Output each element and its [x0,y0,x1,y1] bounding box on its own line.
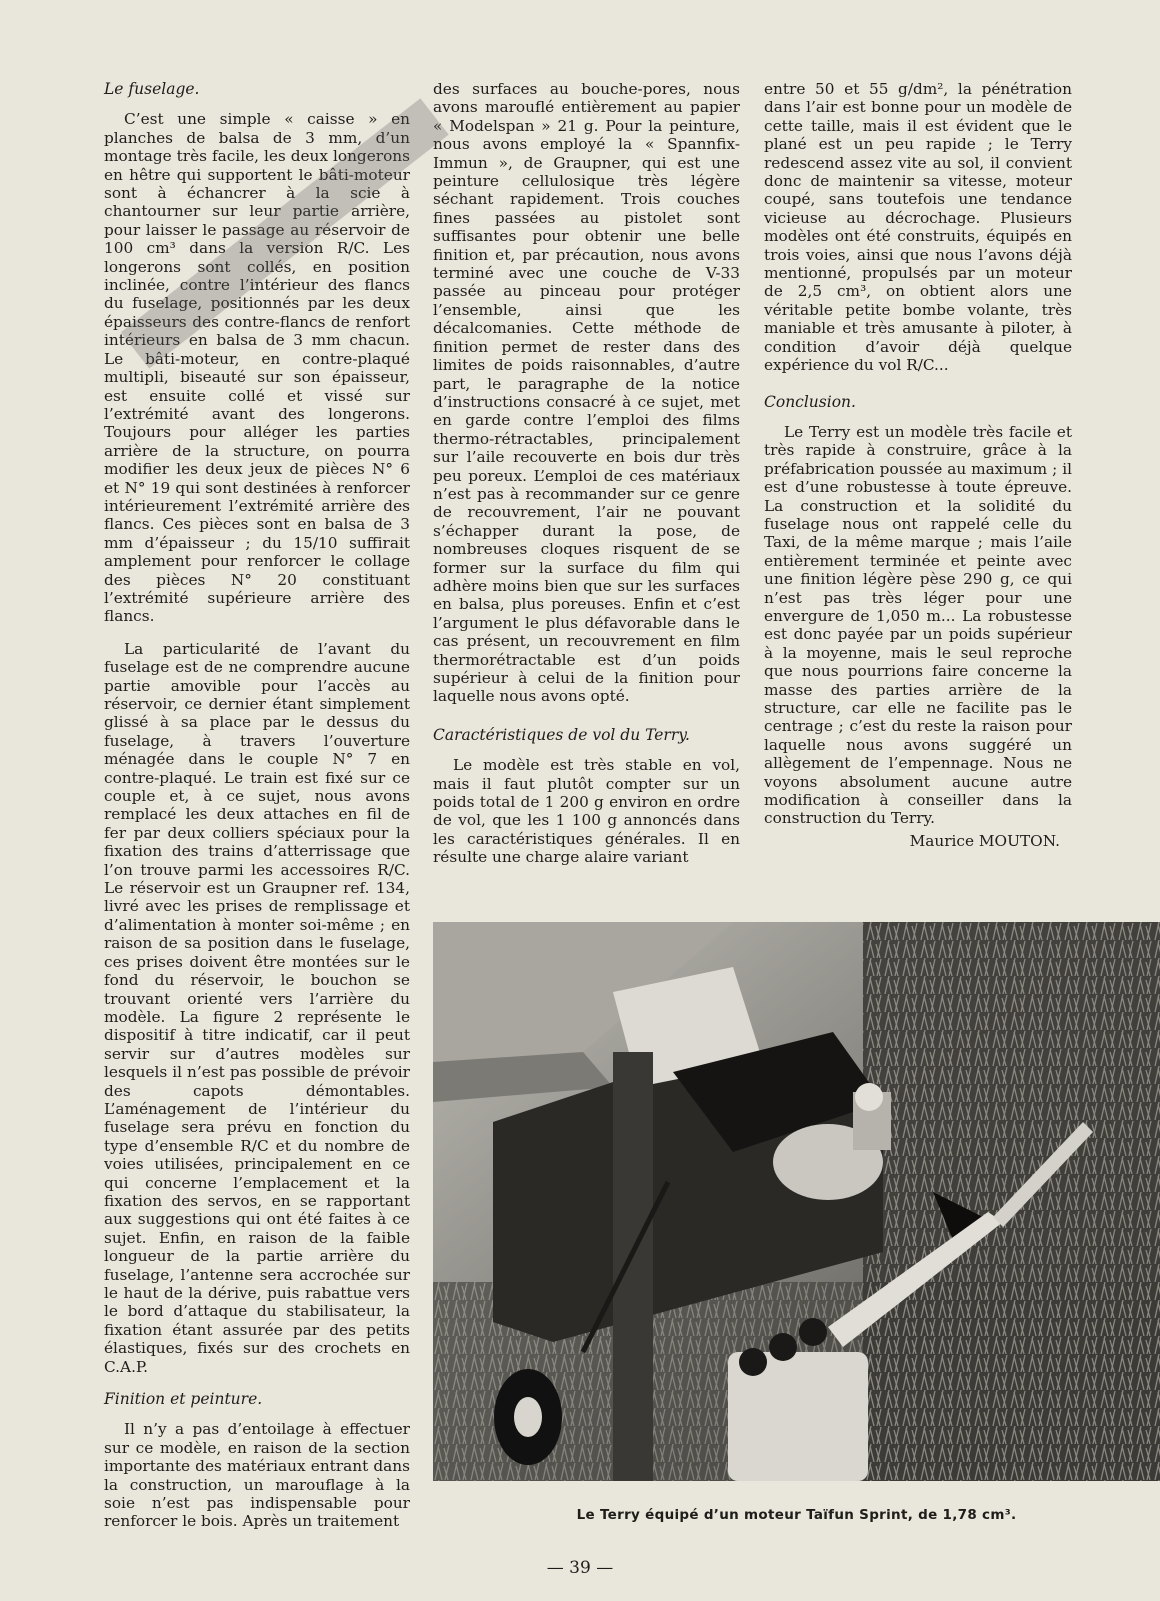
paragraph: Il n’y a pas d’entoilage à effectuer sur ce modèle, en raison de la section importante des matériaux entrant dans la construction, un marouflage à la soie n’est pas indispensable pour renforcer le bois. Après un traitement [104,1420,410,1531]
photo-caption: Le Terry équipé d’un moteur Taïfun Sprint, de 1,78 cm³. [576,1507,1017,1523]
paragraph: entre 50 et 55 g/dm², la pénétration dans l’air est bonne pour un modèle de cette taille, mais il est évident que le plané est un peu rapide ; le Terry redescend assez vite au sol, il convient donc de maintenir sa vitesse, moteur coupé, sans toutefois une tendance vicieuse au décrochage. Plusieurs modèles ont été construits, équipés en trois voies, ainsi que nous l’avons déjà mentionné, propulsés par un moteur de 2,5 cm³, on obtient alors une véritable petite bombe volante, très maniable et très amusante à piloter, à condition d’avoir déjà quelque expérience du vol R/C... [764,80,1072,375]
heading-finition: Finition et peinture. [104,1390,263,1409]
page-number: — 39 — [546,1558,614,1578]
text-column-1 [104,80,410,1531]
heading-flight-characteristics: Caractéristiques de vol du Terry. [433,725,690,744]
paragraph: des surfaces au bouche-pores, nous avons marouflé entièrement au papier « Modelspan » 21 g. Pour la peinture, nous avons employé la « Spannfix-Immun », de Graupner, qui est une peinture cellulosique très légère séchant rapidement. Trois couches fines passées au pistolet sont suffisantes pour obtenir une belle finition et, par précaution, nous avons terminé avec une couche de V-33 passée au pinceau pour protéger l’ensemble, ainsi que les décalcomanies. Cette méthode de finition permet de rester dans des limites de poids raisonnables, d’autre part, le paragraphe de la notice d’instructions consacré à ce sujet, met en garde contre l’emploi des films thermo-rétractables, principalement sur l’aile recouverte en bois dur très peu poreux. L’emploi de ces matériaux n’est pas à recommander sur ce genre de recouvrement, l’air ne pouvant s’échapper durant la pose, de nombreuses cloques risquent de se former sur la surface du film qui adhère moins bien que sur les surfaces en balsa, plus poreuses. Enfin et c’est l’argument le plus défavorable dans le cas présent, un recouvrement en film thermorétractable est d’un poids supérieur à celui de la finition pour laquelle nous avons opté. [433,80,740,706]
text-column-2 [433,80,740,867]
photo-terry-engine [433,922,1160,1481]
paragraph: Le modèle est très stable en vol, mais il faut plutôt compter sur un poids total de 1 200 g environ en ordre de vol, que les 1 100 g annoncés dans les caractéristiques générales. Il en résulte une charge alaire variant [433,756,740,867]
paragraph: La particularité de l’avant du fuselage est de ne comprendre aucune partie amovible pour l’accès au réservoir, ce dernier étant simplement glissé à sa place par le dessus du fuselage, à travers l’ouverture ménagée dans le couple N° 7 en contre-plaqué. Le train est fixé sur ce couple et, à ce sujet, nous avons remplacé les deux attaches en fil de fer par deux colliers spéciaux pour la fixation des trains d’atterrissage que l’on trouve parmi les accessoires R/C. Le réservoir est un Graupner ref. 134, livré avec les prises de remplissage et d’alimentation à monter soi-même ; en raison de sa position dans le fuselage, ces prises doivent être montées sur le fond du réservoir, le bouchon se trouvant orienté vers l’arrière du modèle. La figure 2 représente le dispositif à titre indicatif, car il peut servir sur d’autres modèles sur lesquels il n’est pas possible de prévoir des capots démontables. L’aménagement de l’intérieur du fuselage sera prévu en fonction du type d’ensemble R/C et du nombre de voies utilisées, principalement en ce qui concerne l’emplacement et la fixation des servos, en se rapportant aux suggestions qui ont été faites à ce sujet. Enfin, en raison de la faible longueur de la partie arrière du fuselage, l’antenne sera accrochée sur le haut de la dérive, puis rabattue vers le bord d’attaque du stabilisateur, la fixation étant assurée par des petits élastiques, fixés sur des crochets en C.A.P. [104,639,410,1376]
author-signature: Maurice MOUTON. [909,831,1060,850]
photo-illustration [433,922,1160,1481]
paragraph: C’est une simple « caisse » en planches de balsa de 3 mm, d’un montage très facile, les deux longerons en hêtre qui supportent le bâti-moteur sont à échancrer à la scie à chantourner sur leur partie arrière, pour laisser le passage au réservoir de 100 cm³ dans la version R/C. Les longerons sont collés, en position inclinée, contre l’intérieur des flancs du fuselage, positionnés par les deux épaisseurs des contre-flancs de renfort intérieurs en balsa de 3 mm chacun. Le bâti-moteur, en contre-plaqué multipli, biseauté sur son épaisseur, est ensuite collé et vissé sur l’extrémité avant des longerons. Toujours pour alléger les parties arrière de la structure, on pourra modifier les deux jeux de pièces N° 6 et N° 19 qui sont destinées à renforcer intérieurement l’extrémité arrière des flancs. Ces pièces sont en balsa de 3 mm d’épaisseur ; du 15/10 suffirait amplement pour renforcer le collage des pièces N° 20 constituant l’extrémité supérieure arrière des flancs. [104,110,410,626]
heading-conclusion: Conclusion. [764,392,856,411]
heading-fuselage: Le fuselage. [104,80,200,98]
paragraph: Le Terry est un modèle très facile et très rapide à construire, grâce à la préfabrication poussée au maximum ; il est d’une robustesse à toute épreuve. La construction et la solidité du fuselage nous ont rappelé celle du Taxi, de la même marque ; mais l’aile entièrement terminée et peinte avec une finition légère pèse 290 g, ce qui n’est pas très léger pour une envergure de 1,050 m... La robustesse est donc payée par un poids supérieur à la moyenne, mais le seul reproche que nous pourrions faire concerne la masse des parties arrière de la structure, car elle ne facilite pas le centrage ; c’est du reste la raison pour laquelle nous avons suggéré un allègement de l’empennage. Nous ne voyons absolument aucune autre modification à conseiller dans la construction du Terry. [764,422,1072,828]
text-column-3 [764,80,1072,864]
